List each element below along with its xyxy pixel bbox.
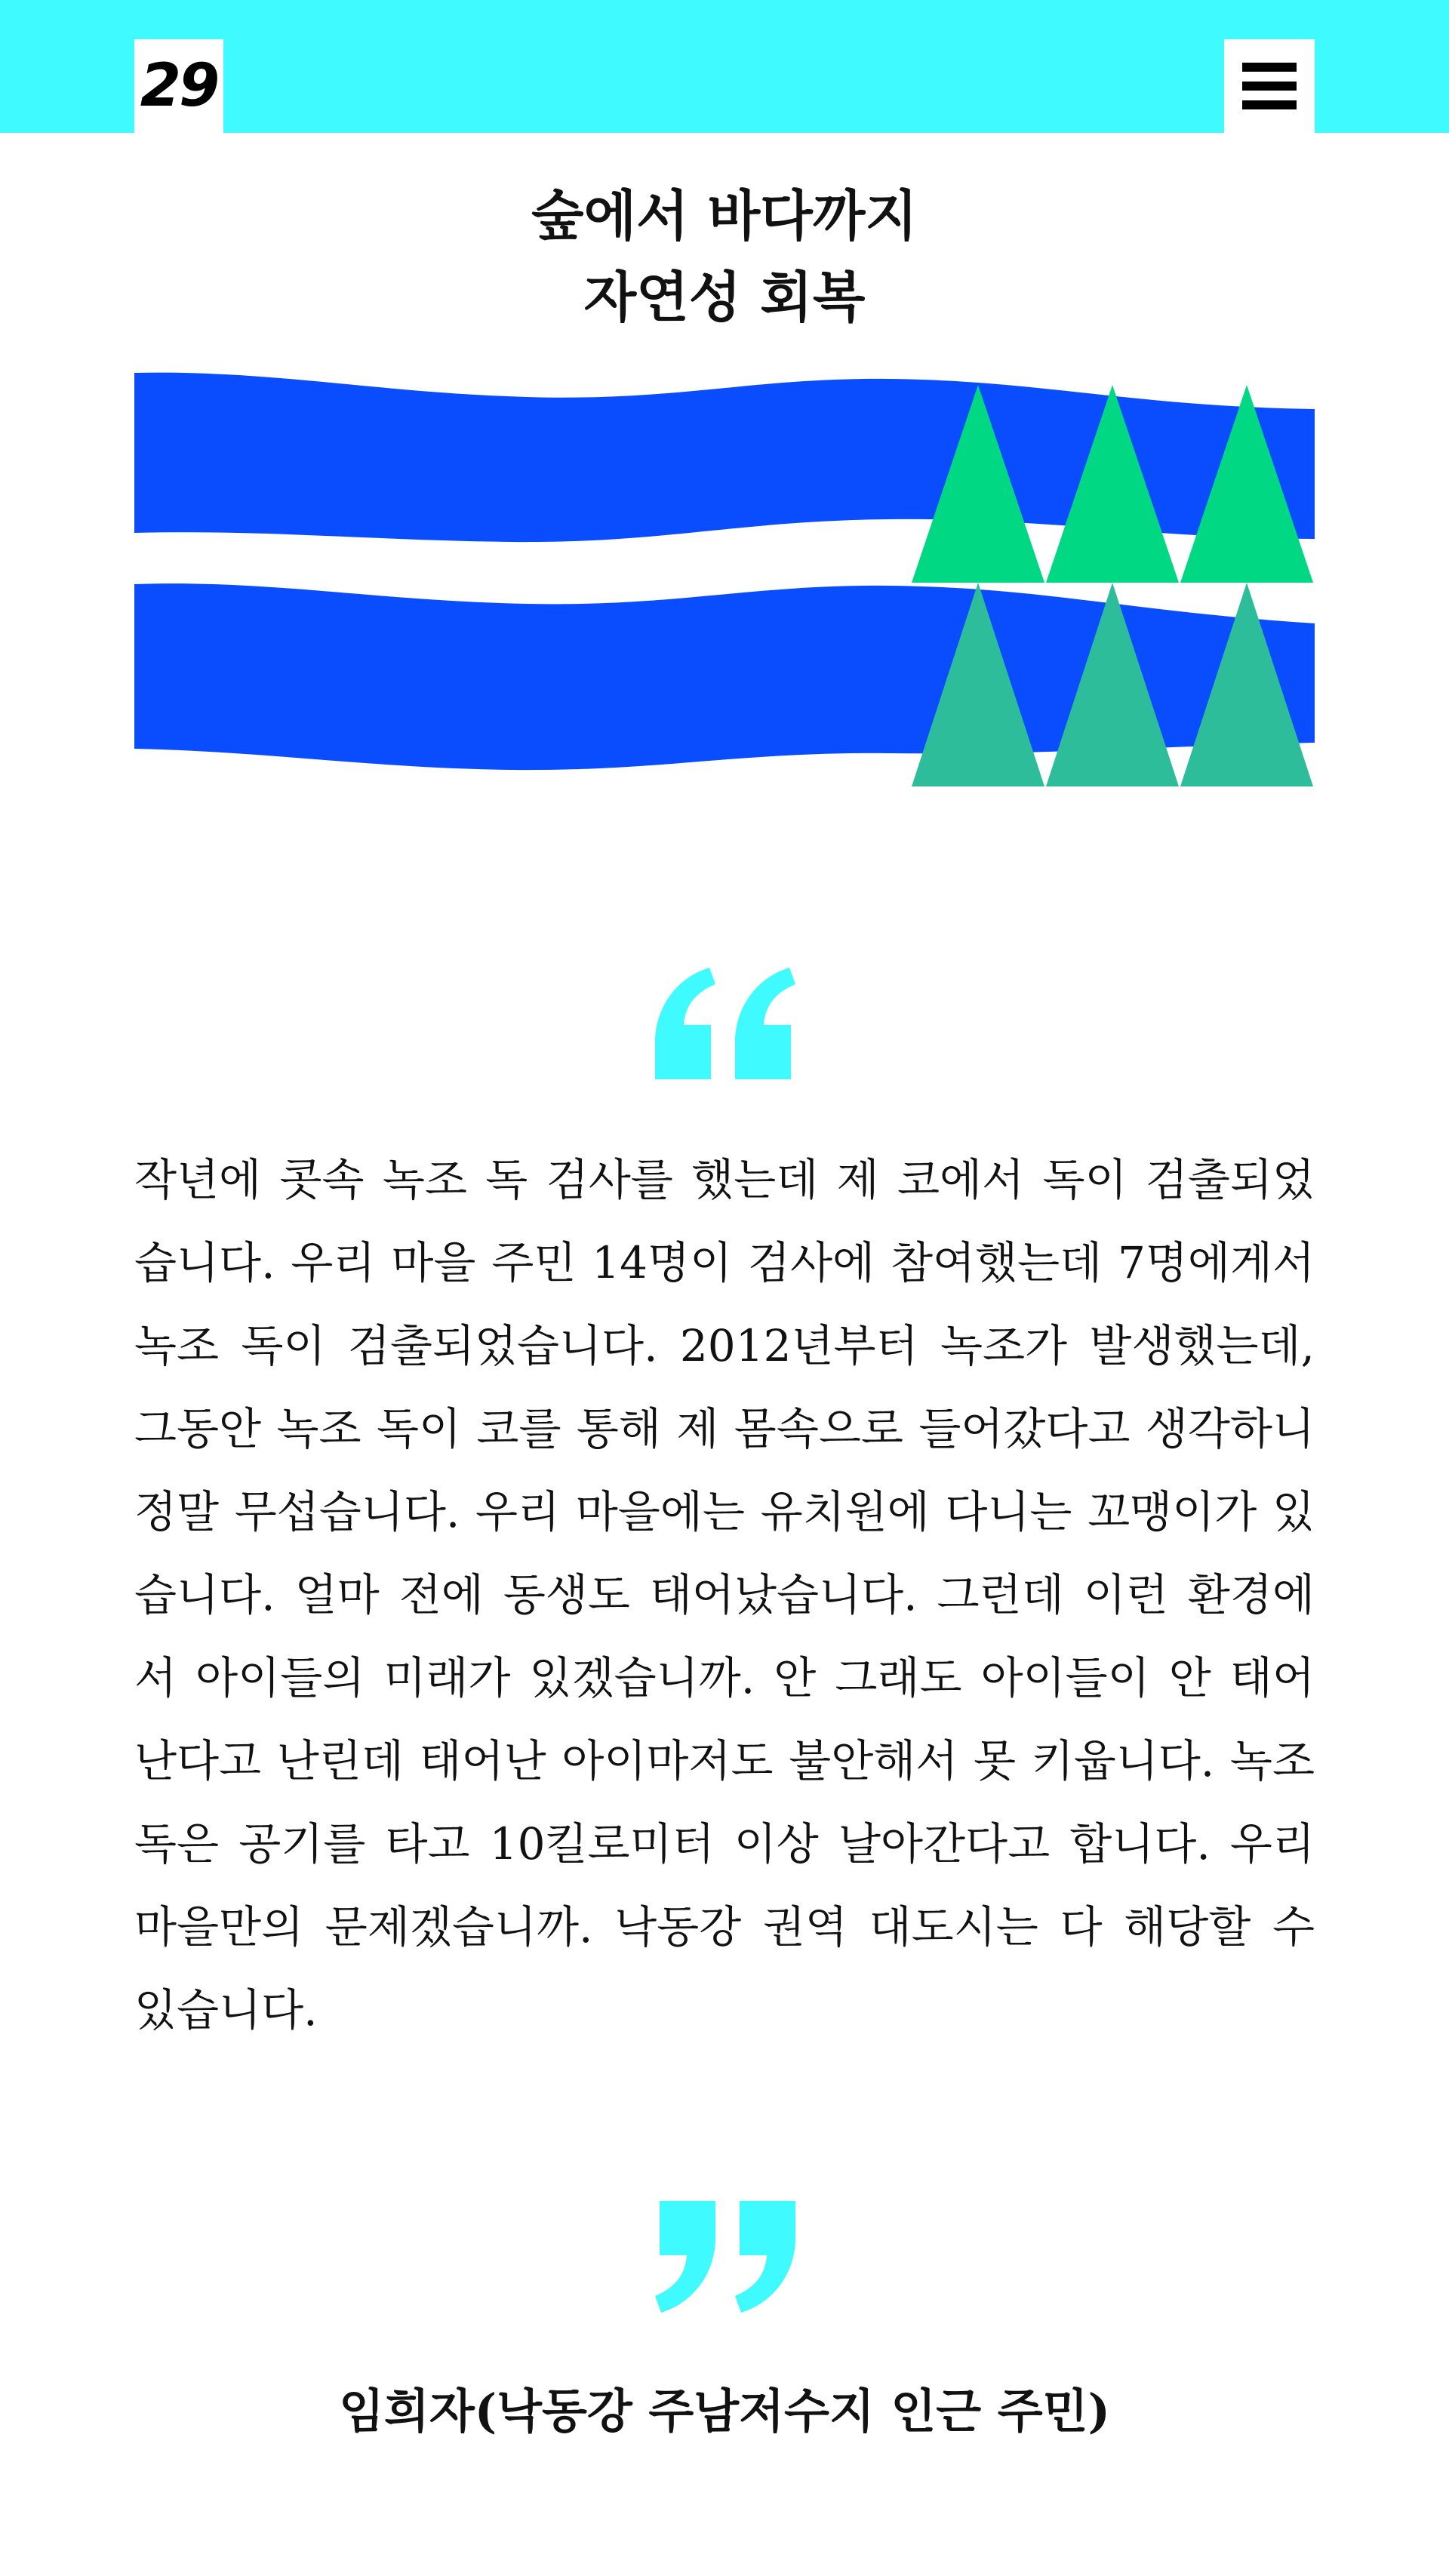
hamburger-menu-icon [1242, 63, 1297, 109]
page-title-line-2: 자연성 회복 [583, 266, 866, 329]
page-title [0, 175, 1449, 338]
close-quote-icon [649, 2195, 800, 2323]
page-number: 29 [134, 39, 223, 133]
page-title-line-1: 숲에서 바다까지 [531, 184, 918, 248]
quote-text: 작년에 콧속 녹조 독 검사를 했는데 제 코에서 독이 검출되었습니다. 우리 마을 주민 14명이 검사에 참여했는데 7명에게서 녹조 독이 검출되었습니다. 2012년부터 녹조가 발생했는데, 그동안 녹조 독이 코를 통해 제 몸속으로 들어갔다고 생각하니 정말 무섭습니다. 우리 마을에는 유치원에 다니는 꼬맹이가 있습니다. 얼마 전에 동생도 태어났습니다. 그런데 이런 환경에서 아이들의 미래가 있겠습니까. 안 그래도 아이들이 안 태어난다고 난린데 태어난 아이마저도 불안해서 못 키웁니다. 녹조 독은 공기를 타고 10킬로미터 이상 날아간다고 합니다. 우리 마을만의 문제겠습니까. 낙동강 권역 대도시는 다 해당할 수 있습니다. [134, 1154, 1315, 2036]
menu-button[interactable] [1224, 39, 1315, 133]
open-quote-icon [649, 957, 800, 1085]
quote-attribution: 임희자(낙동강 주남저수지 인근 주민) [339, 2384, 1110, 2439]
river-forest-illustration [134, 370, 1315, 792]
